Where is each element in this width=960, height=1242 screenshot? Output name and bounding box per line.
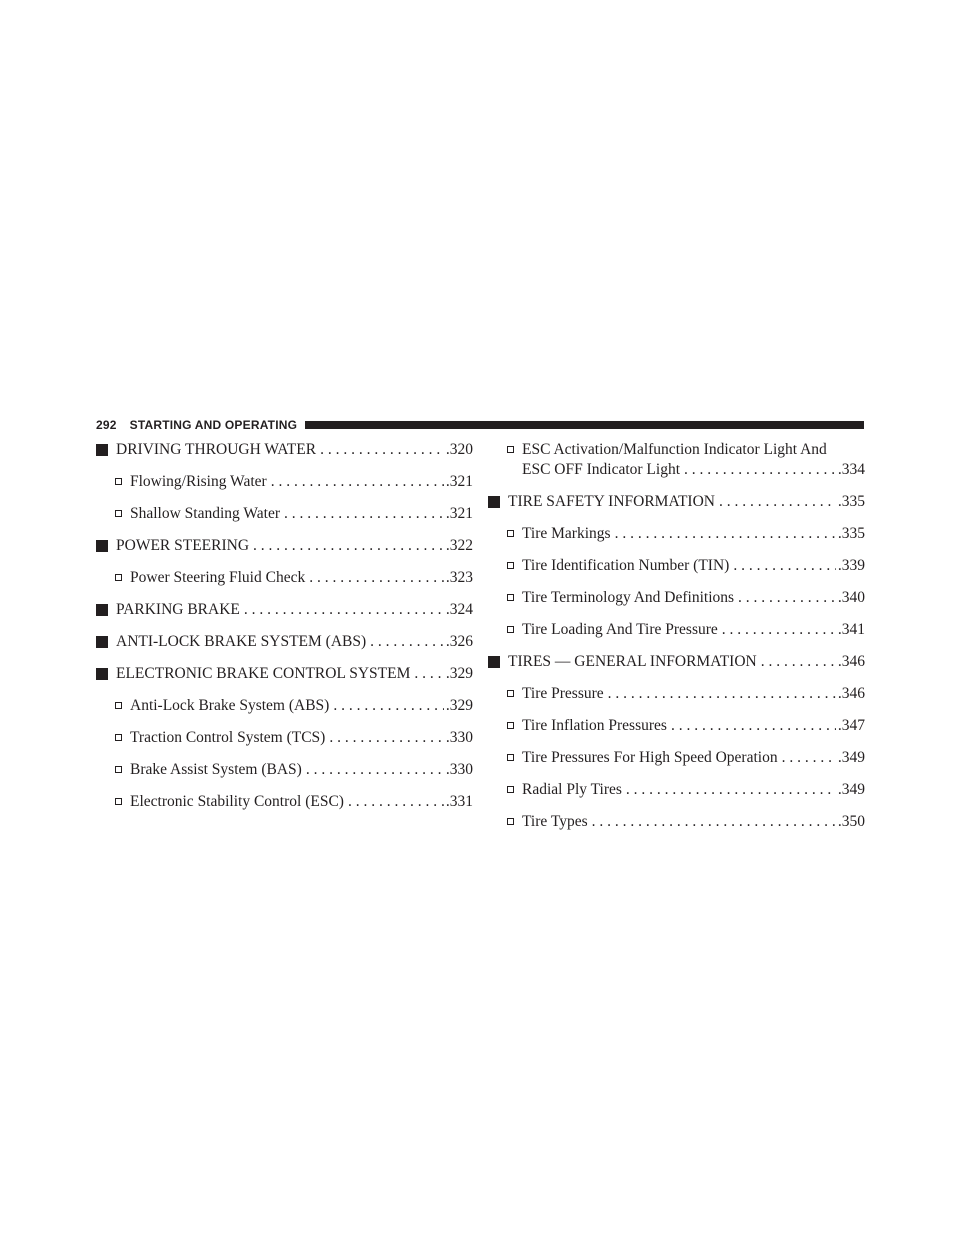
dot-leader (622, 780, 836, 800)
toc-entry-page: .335 (837, 493, 865, 510)
hollow-square-bullet-icon (507, 530, 514, 537)
toc-entry-page: .346 (837, 685, 865, 702)
toc-subentry[interactable] (488, 556, 865, 576)
toc-entry-title: Tire Pressures For High Speed Operation (522, 749, 778, 766)
dot-leader (667, 716, 836, 736)
toc-subentry[interactable] (488, 440, 865, 480)
toc-subentry[interactable] (488, 684, 865, 704)
dot-leader (305, 568, 444, 588)
dot-leader (329, 696, 444, 716)
toc-entry-title: ANTI-LOCK BRAKE SYSTEM (ABS) (116, 633, 367, 650)
toc-entry-title: Tire Terminology And Definitions (522, 589, 735, 606)
hollow-square-bullet-icon (507, 786, 514, 793)
toc-subentry[interactable] (488, 588, 865, 608)
square-bullet-icon (488, 656, 500, 668)
dot-leader (604, 684, 836, 704)
dot-leader (249, 536, 444, 556)
dot-leader (280, 504, 444, 524)
square-bullet-icon (96, 604, 108, 616)
toc-entry-title: Tire Markings (522, 525, 611, 542)
square-bullet-icon (96, 668, 108, 680)
hollow-square-bullet-icon (507, 594, 514, 601)
dot-leader (366, 632, 444, 652)
square-bullet-icon (488, 496, 500, 508)
toc-subentry[interactable] (96, 728, 473, 748)
toc-entry-page: .349 (837, 749, 865, 766)
toc-entry-title: TIRE SAFETY INFORMATION (508, 493, 715, 510)
header-rule (305, 421, 864, 429)
dot-leader (778, 748, 836, 768)
toc-entry-title: Flowing/Rising Water (130, 473, 267, 490)
hollow-square-bullet-icon (115, 702, 122, 709)
hollow-square-bullet-icon (115, 798, 122, 805)
page-header (96, 417, 864, 433)
toc-entry-title: Power Steering Fluid Check (130, 569, 306, 586)
toc-entry-page: .347 (837, 717, 865, 734)
toc-entry-title: Anti-Lock Brake System (ABS) (130, 697, 330, 714)
hollow-square-bullet-icon (115, 574, 122, 581)
toc-entry-page: .324 (445, 601, 473, 618)
dot-leader (267, 472, 444, 492)
toc-entry-title: ELECTRONIC BRAKE CONTROL SYSTEM (116, 665, 411, 682)
toc-entry[interactable] (96, 632, 473, 652)
toc-entry-title: Tire Types (522, 813, 588, 830)
toc-entry-page: .330 (445, 761, 473, 778)
toc-entry[interactable] (488, 652, 865, 672)
hollow-square-bullet-icon (507, 562, 514, 569)
dot-leader (302, 760, 444, 780)
dot-leader (718, 620, 836, 640)
dot-leader (757, 652, 836, 672)
page-number: 292 (96, 418, 117, 432)
toc-entry-page: .323 (445, 569, 473, 586)
hollow-square-bullet-icon (507, 690, 514, 697)
hollow-square-bullet-icon (507, 722, 514, 729)
toc-entry-page: .331 (445, 793, 473, 810)
toc-subentry[interactable] (96, 760, 473, 780)
hollow-square-bullet-icon (115, 766, 122, 773)
toc-entry-title: Tire Pressure (522, 685, 604, 702)
hollow-square-bullet-icon (507, 626, 514, 633)
toc-entry-page: .321 (445, 473, 473, 490)
toc-subentry[interactable] (96, 696, 473, 716)
hollow-square-bullet-icon (115, 478, 122, 485)
toc-entry-title: Tire Loading And Tire Pressure (522, 621, 718, 638)
toc-entry-page: .349 (837, 781, 865, 798)
dot-leader (611, 524, 836, 544)
hollow-square-bullet-icon (507, 446, 514, 453)
toc-subentry[interactable] (96, 472, 473, 492)
square-bullet-icon (96, 444, 108, 456)
toc-entry-title: POWER STEERING (116, 537, 250, 554)
dot-leader (729, 556, 836, 576)
dot-leader (316, 440, 444, 460)
toc-entry[interactable] (96, 536, 473, 556)
toc-entry-title: DRIVING THROUGH WATER (116, 441, 317, 458)
toc-entry-page: .321 (445, 505, 473, 522)
toc-entry[interactable] (96, 664, 473, 684)
square-bullet-icon (96, 540, 108, 552)
toc-subentry[interactable] (96, 504, 473, 524)
toc-entry-page: .335 (837, 525, 865, 542)
toc-entry-title: Shallow Standing Water (130, 505, 281, 522)
hollow-square-bullet-icon (507, 754, 514, 761)
dot-leader (410, 664, 444, 684)
toc-entry-page: .334 (837, 461, 865, 478)
toc-subentry[interactable] (488, 524, 865, 544)
toc-entry-title: ESC OFF Indicator Light (522, 461, 681, 478)
toc-entry-title: Radial Ply Tires (522, 781, 622, 798)
toc-entry-page: .340 (837, 589, 865, 606)
dot-leader (325, 728, 444, 748)
dot-leader (588, 812, 836, 832)
toc-subentry[interactable] (488, 620, 865, 640)
toc-entry-title: Traction Control System (TCS) (130, 729, 326, 746)
toc-subentry[interactable] (96, 568, 473, 588)
toc-entry[interactable] (488, 492, 865, 512)
toc-entry-title: Tire Inflation Pressures (522, 717, 667, 734)
toc-left-column (96, 440, 473, 824)
dot-leader (680, 460, 836, 480)
toc-entry-page: .320 (445, 441, 473, 458)
section-title: STARTING AND OPERATING (129, 418, 298, 432)
dot-leader (344, 792, 444, 812)
toc-subentry[interactable] (96, 792, 473, 812)
toc-entry-page: .341 (837, 621, 865, 638)
square-bullet-icon (96, 636, 108, 648)
toc-entry-title: TIRES — GENERAL INFORMATION (508, 653, 757, 670)
toc-right-column (488, 440, 865, 844)
toc-subentry[interactable] (488, 716, 865, 736)
toc-entry-page: .329 (445, 665, 473, 682)
toc-entry-page: .326 (445, 633, 473, 650)
toc-entry-page: .322 (445, 537, 473, 554)
hollow-square-bullet-icon (115, 734, 122, 741)
toc-entry-title: PARKING BRAKE (116, 601, 240, 618)
toc-entry-title: Electronic Stability Control (ESC) (130, 793, 344, 810)
toc-entry-page: .350 (837, 813, 865, 830)
toc-subentry[interactable] (488, 812, 865, 832)
toc-entry[interactable] (96, 440, 473, 460)
toc-entry-title-line1: ESC Activation/Malfunction Indicator Light And (522, 441, 827, 458)
dot-leader (715, 492, 836, 512)
toc-entry-page: .339 (837, 557, 865, 574)
dot-leader (240, 600, 444, 620)
toc-subentry[interactable] (488, 780, 865, 800)
toc-entry-title: Brake Assist System (BAS) (130, 761, 302, 778)
toc-entry[interactable] (96, 600, 473, 620)
hollow-square-bullet-icon (507, 818, 514, 825)
dot-leader (734, 588, 836, 608)
toc-entry-page: .346 (837, 653, 865, 670)
toc-subentry[interactable] (488, 748, 865, 768)
toc-entry-title: Tire Identification Number (TIN) (522, 557, 730, 574)
toc-entry-page: .329 (445, 697, 473, 714)
toc-entry-page: .330 (445, 729, 473, 746)
hollow-square-bullet-icon (115, 510, 122, 517)
